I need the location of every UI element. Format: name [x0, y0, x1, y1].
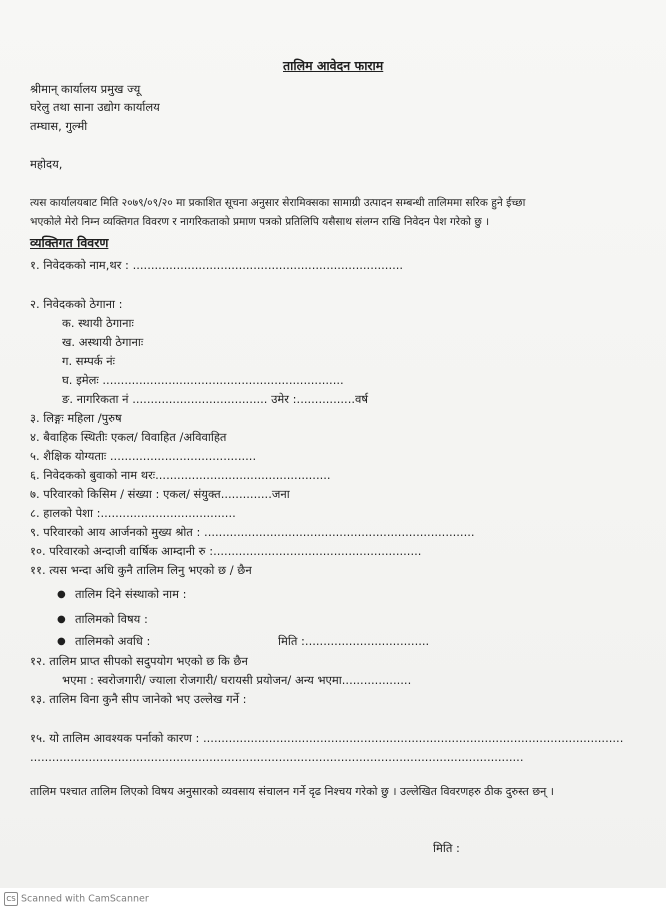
field-training-duration: ● तालिमको अवधि : [75, 634, 150, 649]
field-occupation: ८. हालको पेशा :..................................... [30, 506, 236, 520]
field-skill-use-type: भएमा : स्वरोजगारी/ ज्याला रोजगारी/ घरायसी प्रयोजन/ अन्य भएमा................... [62, 673, 412, 687]
camscanner-logo-icon: CS [4, 892, 18, 906]
field-income-source: ९. परिवारको आय आर्जनको मुख्य श्रोत : .......................................................................... [30, 525, 475, 539]
field-temporary-address: ख. अस्थायी ठेगानाः [62, 335, 144, 349]
field-address-heading: २. निवेदकको ठेगाना : [30, 297, 123, 311]
field-education: ५. शैक्षिक योग्यताः ........................................ [30, 449, 257, 463]
salutation: महोदय, [30, 157, 63, 171]
field-previous-training: ११. त्यस भन्दा अधि कुनै तालिम लिनु भएको छ / छैन [30, 563, 252, 577]
field-gender: ३. लिङ्गः महिला /पुरुष [30, 411, 122, 425]
field-training-reason-continued: ....................................................................................................................................... [30, 750, 524, 764]
field-training-institute: ● तालिम दिने संस्थाको नाम : [75, 587, 187, 602]
section-heading: व्यक्तिगत विवरण [30, 235, 109, 250]
field-contact-number: ग. सम्पर्क नंः [62, 354, 115, 368]
field-applicant-name: १. निवेदकको नाम,थर : .......................................................................... [30, 258, 404, 272]
addressee-line-3: तम्घास, गुल्मी [30, 119, 88, 133]
field-permanent-address: क. स्थायी ठेगानाः [62, 316, 134, 330]
field-father-name: ६. निवेदकको बुवाको नाम थरः................................................ [30, 468, 331, 482]
field-untrained-skill: १३. तालिम विना कुनै सीप जानेको भए उल्लेख गर्ने : [30, 692, 247, 706]
intro-line-1: त्यस कार्यालयबाट मिति २०७९/०९/२० मा प्रकाशित सूचना अनुसार सेरामिक्सका सामाग्री उत्पादन सम्बन्धी तालिममा सरिक हुने ईच्छा [30, 197, 526, 209]
declaration: तालिम पश्चात तालिम लिएको विषय अनुसारको व्यवसाय संचालन गर्ने दृढ निश्चय गरेको छु । उल्लेखित विवरणहरु ठीक दुरुस्त छन् । [30, 785, 554, 798]
camscanner-watermark [4, 892, 149, 906]
field-training-subject: ● तालिमको विषय : [75, 612, 148, 627]
addressee-line-1: श्रीमान् कार्यालय प्रमुख ज्यू [30, 82, 141, 96]
addressee-line-2: घरेलु तथा साना उद्योग कार्यालय [30, 100, 160, 114]
field-training-reason: १५. यो तालिम आवश्यक पर्नाको कारण : ................................................................................................................... [30, 731, 624, 745]
form-title: तालिम आवेदन फाराम [283, 58, 384, 73]
field-citizenship-age: ङ. नागरिकता नं ..................................... उमेर :................वर्ष [62, 392, 369, 406]
watermark-text: Scanned with CamScanner [21, 893, 149, 905]
field-email: घ. इमेलः .................................................................. [62, 373, 344, 387]
field-family-type: ७. परिवारको किसिम / संख्या : एकल/ संयुक्त..............जना [30, 487, 290, 501]
field-training-date: मिति :.................................. [278, 634, 430, 648]
signature-date: मिति : [433, 841, 460, 855]
field-annual-income: १०. परिवारको अन्दाजी वार्षिक आम्दानी रु :......................................................... [30, 544, 422, 558]
intro-line-2: भएकोले मेरो निम्न व्यक्तिगत विवरण र नागरिकताको प्रमाण पत्रको प्रतिलिपि यसैसाथ संलग्न राखि निवेदन पेश गरेको छु । [30, 216, 490, 228]
field-marital-status: ४. बैवाहिक स्थितीः एकल/ विवाहित /अविवाहित [30, 430, 227, 444]
field-skill-use: १२. तालिम प्राप्त सीपको सदुपयोग भएको छ कि छैन [30, 654, 248, 668]
